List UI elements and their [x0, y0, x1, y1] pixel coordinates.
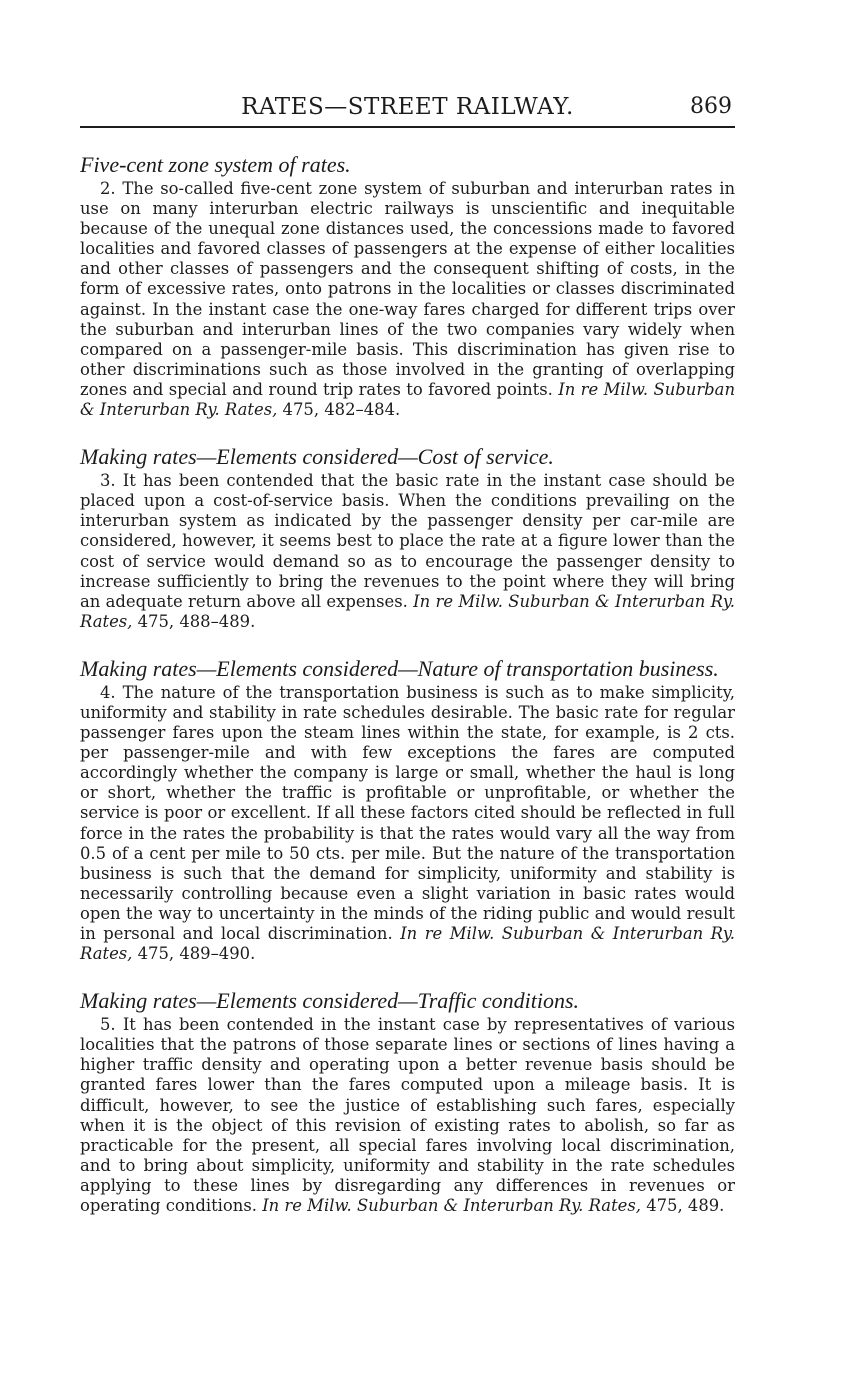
paragraph-text: 4. The nature of the transportation business is such as to make simplicity, uniformity and stability in rate schedules desirable. The basic rate for regular passenger fares upon the steam lines within the state, for example, is 2 cts. per passenger-mile and with few exceptions the fares are computed accordingly whether the company is large or small, whether the haul is long or short, whether the traffic is profitable or unprofitable, or whether the service is poor or excellent. If all these factors cited should be reflected in full force in the rates the probability is that the rates would vary all the way from 0.5 of a cent per mile to 50 cts. per mile. But the nature of the transportation business is such that the demand for simplicity, uniformity and stability is necessarily controlling because even a slight variation in basic rates would open the way to uncertainty in the minds of the riding public and would result in personal and local discrimination. — [80, 682, 735, 943]
page-number: 869 — [690, 94, 732, 119]
section-nature-of-business — [80, 656, 735, 964]
paragraph-text: 2. The so-called five-cent zone system of suburban and interurban rates in use on many interurban electric railways is unscientific and inequitable because of the unequal zone distances used, the concessions made to favored localities and favored classes of passengers at the expense of either localities and other classes of passengers and the consequent shifting of costs, in the form of excessive rates, onto patrons in the localities or classes discriminated against. In the instant case the one-way fares charged for different trips over the suburban and interurban lines of the two companies vary widely when compared on a passenger-mile basis. This discrimination has given rise to other discriminations such as those involved in the granting of overlapping zones and special and round trip rates to favored points. — [80, 179, 735, 399]
section-heading: Making rates—Elements considered—Traffic conditions. — [80, 988, 580, 1014]
section-five-cent-zone — [80, 152, 735, 420]
section-paragraph — [80, 1015, 735, 1216]
running-head-title: RATES—STREET RAILWAY. — [241, 94, 574, 120]
case-citation: In re Milw. Suburban & Interurban Ry. Rates, — [80, 591, 735, 631]
section-traffic-conditions — [80, 988, 735, 1216]
case-citation: In re Milw. Suburban & Interurban Ry. Rates, — [262, 1196, 641, 1216]
page — [80, 92, 735, 1216]
section-cost-of-service — [80, 444, 735, 632]
case-citation: In re Milw. Suburban & Interurban Ry. Rates, — [80, 924, 735, 964]
citation-pages: 475, 489–490. — [132, 944, 256, 964]
section-paragraph — [80, 471, 735, 632]
section-paragraph — [80, 683, 735, 964]
section-heading: Making rates—Elements considered—Cost of service. — [80, 444, 554, 470]
citation-pages: 475, 489. — [640, 1196, 725, 1216]
paragraph-text: 3. It has been contended that the basic rate in the instant case should be placed upon a cost-of-service basis. When the conditions prevailing on the interurban system as indicated by the passenger density per car-mile are considered, however, it seems best to place the rate at a figure lower than the cost of service would demand so as to encourage the passenger density to increase sufficiently to bring the revenues to the point where they will bring an adequate return above all expenses. — [80, 471, 735, 611]
citation-pages: 475, 482–484. — [277, 400, 401, 420]
case-citation: In re Milw. Suburban & Interurban Ry. Rates, — [80, 379, 736, 420]
section-heading: Five-cent zone system of rates. — [80, 152, 351, 177]
header-rule — [80, 126, 735, 128]
section-heading: Making rates—Elements considered—Nature of transportation business. — [80, 655, 719, 681]
citation-pages: 475, 488–489. — [132, 611, 256, 631]
running-head — [80, 92, 735, 126]
paragraph-text: 5. It has been contended in the instant case by representatives of various localities that the patrons of those separate lines or sections of lines having a higher traffic density and operating upon a better revenue basis should be granted fares lower than the fares computed upon a mileage basis. It is difficult, however, to see the justice of establishing such fares, especially when it is the object of this revision of existing rates to abolish, so far as practicable for the present, all special fares involving local discrimination, and to bring about simplicity, uniformity and stability in the rate schedules applying to these lines by disregarding any differences in revenues or operating conditions. — [80, 1015, 735, 1216]
section-paragraph — [80, 179, 735, 420]
